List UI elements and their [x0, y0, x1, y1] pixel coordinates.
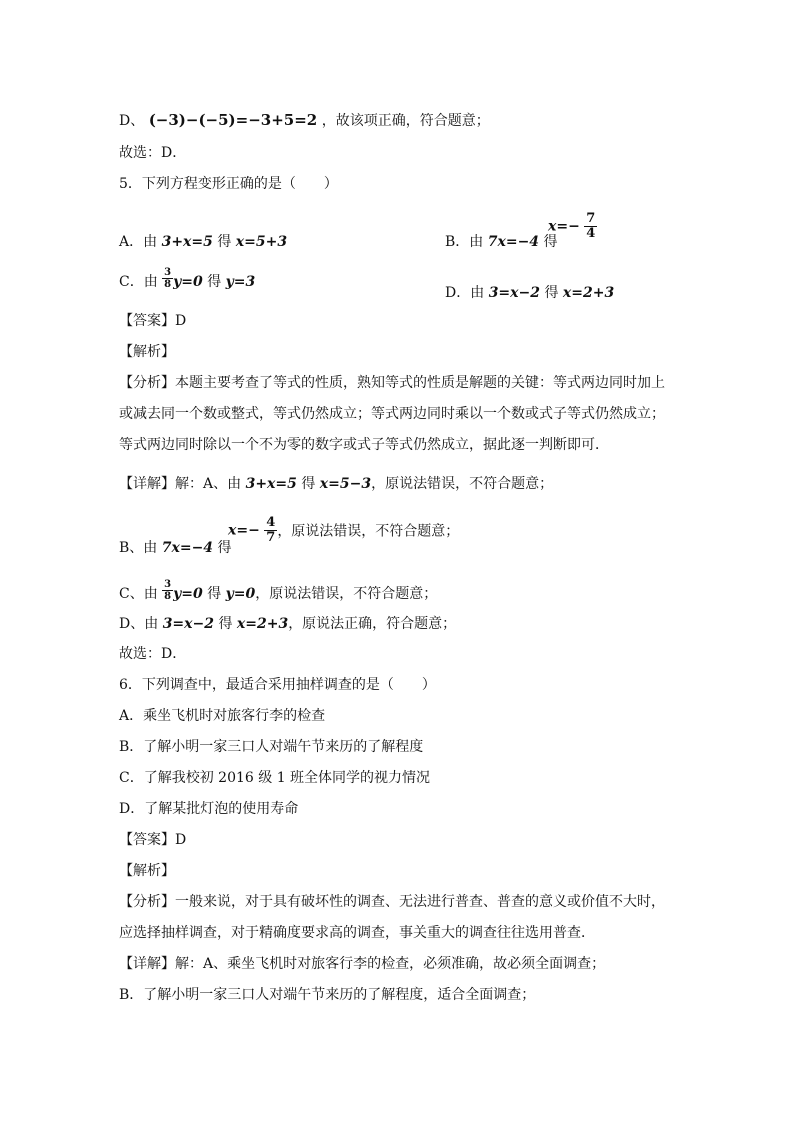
math-expression: y=0 — [173, 586, 203, 602]
math-expression: 3=x−2 — [162, 616, 214, 632]
comment-text: ，原说法错误，不符合题意； — [255, 586, 438, 602]
fraction-denominator: 4 — [586, 226, 596, 241]
math-expression: x=− — [548, 218, 580, 235]
fraction-numerator: 4 — [266, 515, 276, 530]
math-expression: x=2+3 — [562, 285, 615, 301]
q5-detail-d — [119, 614, 456, 634]
q5-detail-c — [119, 578, 438, 604]
q5-analysis-line-3: 等式两边同时除以一个不为零的数字或式子等式仍然成立，据此逐一判断即可． — [119, 437, 609, 453]
option-label: C．由 — [119, 274, 158, 290]
q5-detail-a — [119, 474, 553, 494]
detail-label: 【详解】解：A、由 — [119, 476, 242, 492]
fraction-denominator: 7 — [266, 530, 276, 545]
q6-option-d: D．了解某批灯泡的使用寿命 — [119, 801, 299, 817]
connector-text: 得 — [207, 274, 222, 290]
fraction — [264, 516, 277, 545]
comment-text: ，故该项正确，符合题意； — [321, 113, 490, 129]
connector-text: 得 — [207, 586, 222, 602]
connector-text: 得 — [217, 234, 232, 250]
q5-detail-b-result — [228, 516, 459, 545]
fraction — [584, 212, 597, 241]
q6-analysis-label: 【解析】 — [119, 863, 175, 879]
math-expression: 3+x=5 — [245, 476, 297, 492]
q5-option-d — [445, 283, 614, 303]
detail-label: C、由 — [119, 586, 158, 602]
q5-option-a — [119, 232, 287, 252]
math-expression: 3+x=5 — [161, 234, 213, 250]
math-expression: x=5+3 — [235, 234, 288, 250]
q6-answer: 【答案】D — [119, 832, 187, 848]
fraction — [162, 267, 173, 290]
q6-detail-line-1: 【详解】解：A、乘坐飞机时对旅客行李的检查，必须准确，故必须全面调查； — [119, 956, 606, 972]
connector-text: 得 — [543, 234, 558, 250]
math-expression: y=0 — [225, 586, 256, 602]
math-expression: (−3)−(−5)=−3+5=2 — [148, 111, 318, 129]
math-expression: 3=x−2 — [488, 285, 540, 301]
q5-choice: 故选：D． — [119, 646, 187, 662]
fraction-numerator: 3 — [164, 578, 172, 590]
fraction-numerator: 3 — [164, 266, 172, 278]
q6-analysis-line-1: 【分析】一般来说，对于具有破坏性的调查、无法进行普查、普查的意义或价值不大时， — [119, 894, 665, 910]
detail-label: D、由 — [119, 616, 159, 632]
option-label: B．由 — [445, 234, 484, 250]
comment-text: ，原说法错误，不符合题意； — [371, 476, 554, 492]
fraction-numerator: 7 — [586, 211, 596, 226]
option-label: D、 — [119, 113, 145, 129]
comment-text: ，原说法错误，不符合题意； — [277, 523, 460, 540]
q5-option-c — [119, 266, 256, 292]
detail-label: B、由 — [119, 540, 158, 556]
q5-analysis-line-1: 【分析】本题主要考查了等式的性质，熟知等式的性质是解题的关键：等式两边同时加上 — [119, 375, 665, 391]
connector-text: 得 — [301, 476, 316, 492]
q6-question: 6．下列调查中，最适合采用抽样调查的是（ ） — [119, 677, 436, 693]
q6-detail-line-2: B．了解小明一家三口人对端午节来历的了解程度，适合全面调查； — [119, 987, 536, 1003]
math-expression: x=5−3 — [319, 476, 372, 492]
option-label: D．由 — [445, 285, 485, 301]
math-expression: 7x=−4 — [487, 234, 540, 250]
connector-text: 得 — [218, 616, 233, 632]
q4-choice: 故选：D． — [119, 145, 187, 161]
comment-text: ，原说法正确，符合题意； — [288, 616, 457, 632]
fraction-denominator: 8 — [164, 278, 172, 290]
math-expression: 7x=−4 — [161, 540, 214, 556]
math-expression: y=3 — [225, 274, 256, 290]
q6-option-b: B．了解小明一家三口人对端午节来历的了解程度 — [119, 739, 424, 755]
fraction — [162, 579, 173, 602]
connector-text: 得 — [217, 540, 232, 556]
q5-question: 5．下列方程变形正确的是（ ） — [119, 176, 338, 192]
fraction-denominator: 8 — [164, 590, 172, 602]
math-expression: x=− — [228, 522, 260, 539]
q4-option-d-line — [119, 110, 490, 131]
q6-option-a: A．乘坐飞机时对旅客行李的检查 — [119, 708, 326, 724]
math-expression: y=0 — [173, 274, 203, 290]
q5-analysis-line-2: 或减去同一个数或整式，等式仍然成立；等式两边同时乘以一个数或式子等式仍然成立； — [119, 406, 665, 422]
math-expression: x=2+3 — [236, 616, 289, 632]
q5-detail-b — [119, 538, 232, 558]
q5-option-b-result — [548, 212, 597, 241]
q5-option-b — [445, 232, 558, 252]
q6-option-c: C．了解我校初 2016 级 1 班全体同学的视力情况 — [119, 770, 431, 786]
q5-answer: 【答案】D — [119, 313, 187, 329]
option-label: A．由 — [119, 234, 158, 250]
q5-analysis-label: 【解析】 — [119, 344, 175, 360]
connector-text: 得 — [544, 285, 559, 301]
q6-analysis-line-2: 应选择抽样调查，对于精确度要求高的调查，事关重大的调查往往选用普查． — [119, 925, 595, 941]
